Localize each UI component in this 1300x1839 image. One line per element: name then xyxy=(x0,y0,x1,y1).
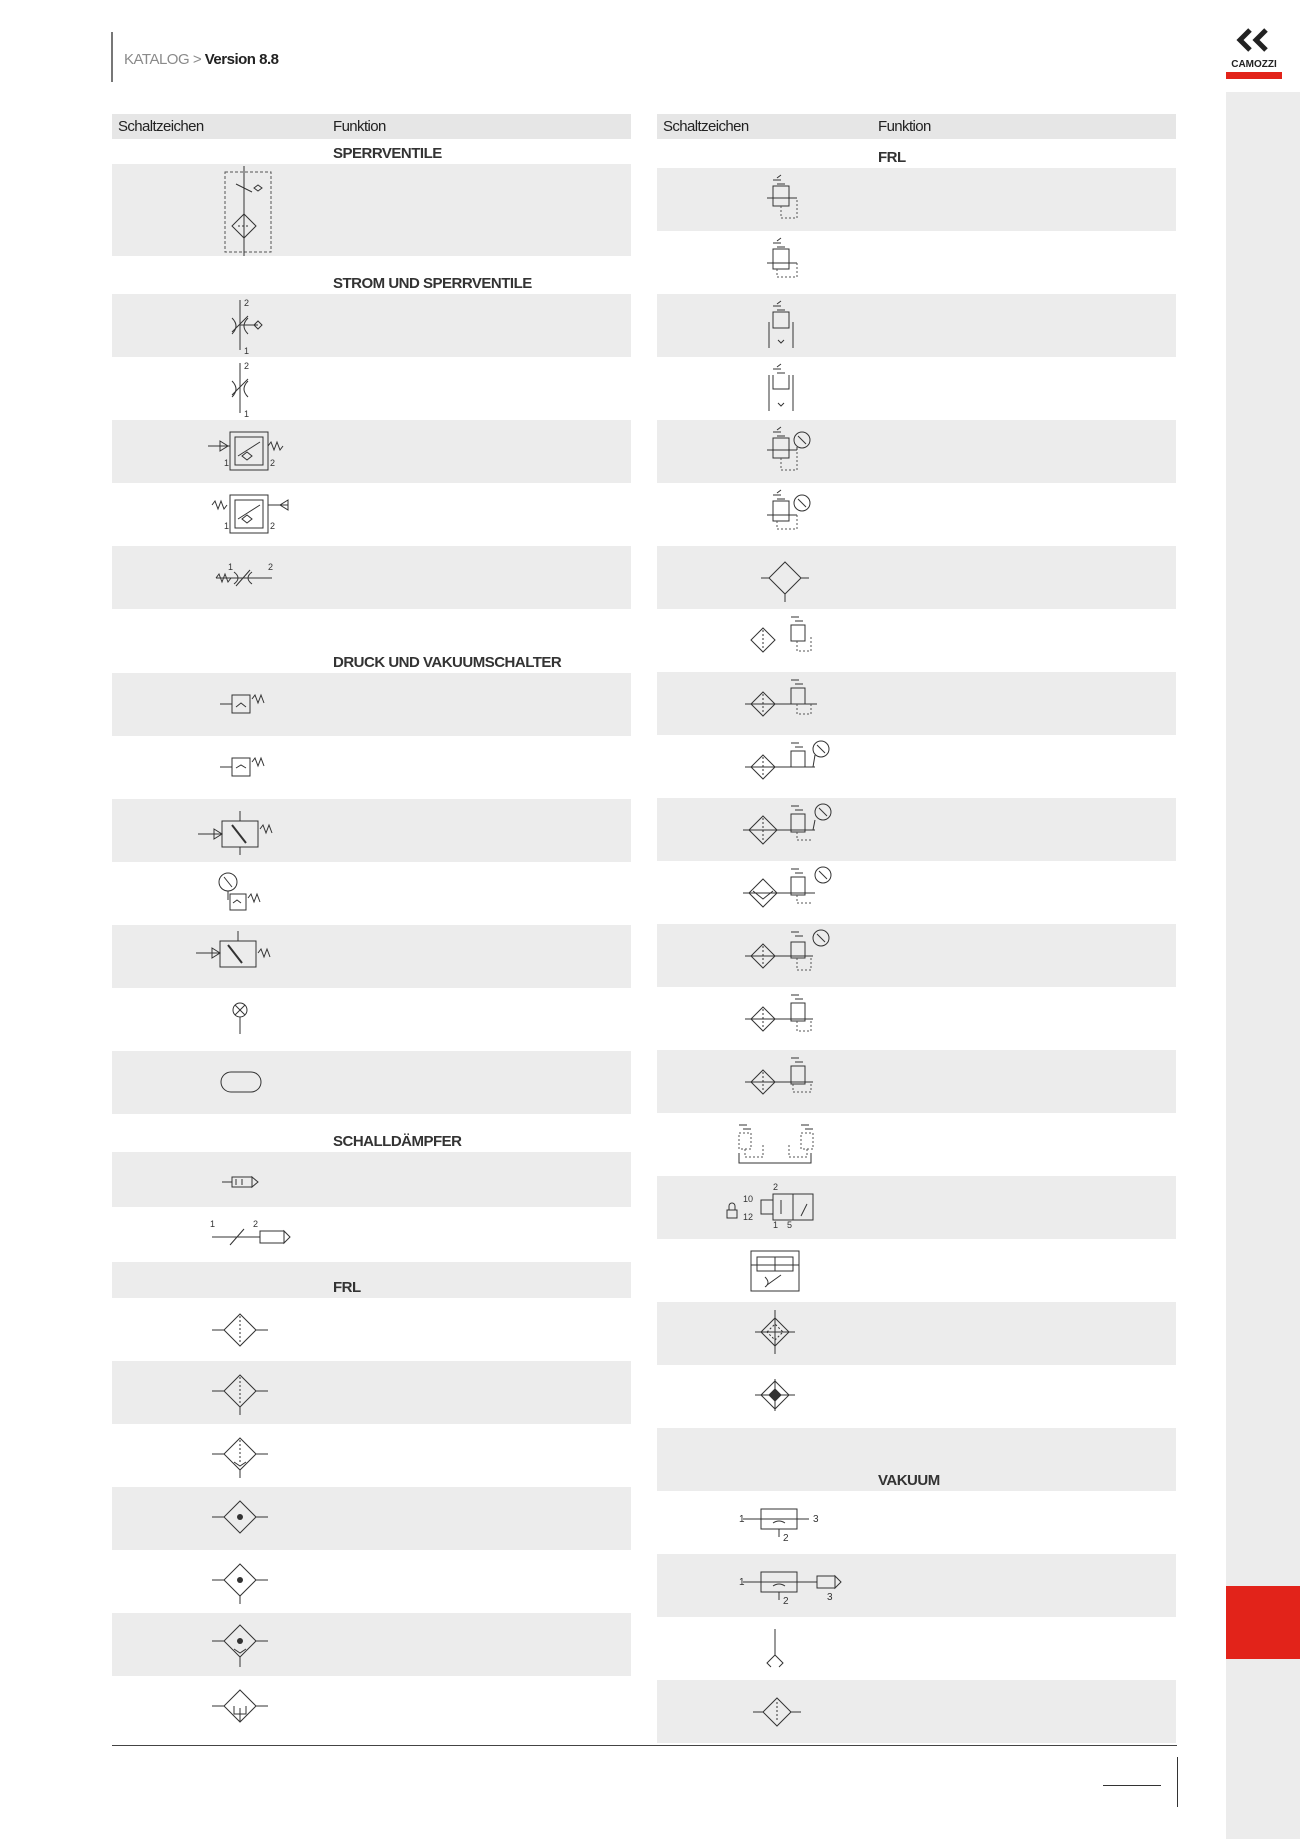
table-row xyxy=(112,925,631,988)
vacuum-generator-icon xyxy=(657,1491,917,1554)
silencer-icon xyxy=(112,1152,372,1207)
pilot-switch-spring-icon xyxy=(112,925,372,988)
svg-text:1: 1 xyxy=(739,1577,745,1588)
svg-text:1: 1 xyxy=(228,562,234,572)
filter-regulator-separate-icon xyxy=(657,609,917,672)
regulator-drain-icon xyxy=(657,294,917,357)
column-header-symbol: Schaltzeichen xyxy=(118,118,204,135)
table-row xyxy=(657,546,1176,609)
suction-cup-icon xyxy=(657,1617,917,1680)
filter-regulator-icon xyxy=(657,672,917,735)
svg-text:2: 2 xyxy=(268,562,274,572)
filter-regulator-gauge-drain-icon xyxy=(657,924,917,987)
svg-text:1: 1 xyxy=(244,346,250,356)
table-row xyxy=(657,1176,1176,1239)
indicator-lamp-icon xyxy=(112,988,372,1051)
display-unit-icon xyxy=(112,1051,372,1114)
table-row xyxy=(112,1550,631,1613)
filter-manual-drain-icon xyxy=(112,1361,372,1424)
svg-text:2: 2 xyxy=(253,1219,259,1229)
regulator-gauge-relieving-icon xyxy=(657,483,917,546)
pressure-regulator-relieving-icon xyxy=(657,231,917,294)
table-row xyxy=(657,168,1176,231)
table-row xyxy=(112,1487,631,1550)
table-row xyxy=(112,164,631,256)
table-row xyxy=(112,357,631,420)
pressure-regulator-icon xyxy=(657,168,917,231)
section-title: STROM UND SPERRVENTILE xyxy=(333,275,532,292)
soft-start-valve-icon xyxy=(657,1239,917,1302)
table-row xyxy=(657,609,1176,672)
svg-text:5: 5 xyxy=(787,1220,793,1230)
table-row xyxy=(657,924,1176,987)
footer-rule xyxy=(112,1745,1177,1746)
svg-text:2: 2 xyxy=(244,361,250,371)
table-row xyxy=(112,988,631,1051)
regulator-manual-icon xyxy=(657,357,917,420)
side-tab-marker[interactable] xyxy=(1226,1586,1300,1659)
check-valve-filter-assembly-icon xyxy=(112,164,372,256)
section-title: FRL xyxy=(112,1262,631,1298)
gauge-pressure-switch-icon xyxy=(112,862,372,925)
section-title: VAKUUM xyxy=(657,1428,1176,1491)
table-row xyxy=(657,1365,1176,1428)
column-header-function: Funktion xyxy=(333,118,386,135)
lubricator-icon xyxy=(112,1487,372,1550)
table-row xyxy=(657,294,1176,357)
table-row xyxy=(657,1491,1176,1554)
svg-text:1: 1 xyxy=(224,521,230,531)
activated-carbon-filter-icon xyxy=(657,1365,917,1428)
camozzi-mark-icon xyxy=(1236,28,1272,52)
svg-text:10: 10 xyxy=(743,1194,754,1204)
table-row xyxy=(112,294,631,357)
shut-off-valve-lockable-icon xyxy=(657,1176,917,1239)
table-row xyxy=(112,673,631,736)
svg-text:2: 2 xyxy=(783,1533,789,1544)
left-column xyxy=(112,114,631,1739)
table-row xyxy=(657,798,1176,861)
regulator-gauge-icon xyxy=(657,420,917,483)
table-row xyxy=(112,1424,631,1487)
svg-text:3: 3 xyxy=(827,1592,833,1603)
table-row xyxy=(657,231,1176,294)
table-row xyxy=(112,1613,631,1676)
table-row xyxy=(112,1051,631,1114)
throttle-silencer-icon xyxy=(112,1207,372,1262)
table-row xyxy=(112,1298,631,1361)
dual-regulator-icon xyxy=(657,1113,917,1176)
brand-logo xyxy=(1226,28,1282,79)
svg-text:2: 2 xyxy=(783,1596,789,1607)
svg-text:1: 1 xyxy=(773,1220,779,1230)
adjustable-throttle-icon xyxy=(112,357,372,420)
svg-text:1: 1 xyxy=(224,458,230,468)
table-row xyxy=(112,799,631,862)
section-title: DRUCK UND VAKUUMSCHALTER xyxy=(333,654,562,671)
filter-regulator-gauge-icon xyxy=(657,735,917,798)
table-row xyxy=(657,420,1176,483)
table-row xyxy=(657,1617,1176,1680)
table-row xyxy=(657,1302,1176,1365)
table-row xyxy=(657,1050,1176,1113)
svg-text:12: 12 xyxy=(743,1212,754,1222)
vacuum-switch-icon xyxy=(112,736,372,799)
spring-throttle-icon xyxy=(112,546,372,609)
table-row xyxy=(112,1207,631,1262)
table-row xyxy=(112,420,631,483)
table-header xyxy=(657,114,1176,139)
table-row xyxy=(657,672,1176,735)
brand-name: CAMOZZI xyxy=(1231,59,1277,70)
pilot-flow-control-valve-icon xyxy=(112,420,372,483)
table-row xyxy=(657,1680,1176,1743)
table-row xyxy=(657,861,1176,924)
water-separator-icon xyxy=(112,1676,372,1739)
svg-text:3: 3 xyxy=(813,1514,819,1525)
svg-text:2: 2 xyxy=(270,458,276,468)
page-number-mark xyxy=(1103,1785,1161,1786)
flow-control-check-valve-icon xyxy=(112,294,372,357)
svg-text:1: 1 xyxy=(739,1514,745,1525)
side-strip xyxy=(1226,92,1300,1839)
breadcrumb-separator: > xyxy=(192,51,202,68)
breadcrumb-current: Version 8.8 xyxy=(204,51,279,68)
table-row xyxy=(657,987,1176,1050)
section-title: SPERRVENTILE xyxy=(333,145,442,162)
breadcrumb xyxy=(124,51,278,68)
filter-regulator-gauge-auto-icon xyxy=(657,861,917,924)
table-row xyxy=(112,1361,631,1424)
pilot-pressure-switch-icon xyxy=(112,799,372,862)
column-header-function: Funktion xyxy=(878,118,931,135)
table-row xyxy=(657,1239,1176,1302)
camozzi-logo-icon xyxy=(1226,28,1282,57)
table-row xyxy=(657,483,1176,546)
filter-regulator-compact-relieving-icon xyxy=(657,1050,917,1113)
section-title: FRL xyxy=(878,149,906,166)
svg-text:2: 2 xyxy=(773,1182,779,1192)
table-header xyxy=(112,114,631,139)
lubricator-drain-icon xyxy=(112,1550,372,1613)
table-row xyxy=(657,735,1176,798)
lubricator-auto-drain-icon xyxy=(112,1613,372,1676)
table-row xyxy=(112,483,631,546)
table-row xyxy=(112,1152,631,1207)
vacuum-filter-icon xyxy=(657,1680,917,1743)
table-row xyxy=(112,1676,631,1739)
breadcrumb-root[interactable]: KATALOG xyxy=(124,51,190,68)
svg-text:1: 1 xyxy=(210,1219,216,1229)
filter-regulator-compact-icon xyxy=(657,987,917,1050)
filter-regulator-gauge-combo-icon xyxy=(657,798,917,861)
footer-vertical-rule xyxy=(1177,1757,1178,1807)
column-header-symbol: Schaltzeichen xyxy=(663,118,749,135)
table-row xyxy=(657,1554,1176,1617)
vacuum-generator-silencer-icon xyxy=(657,1554,917,1617)
table-row xyxy=(112,546,631,609)
right-column xyxy=(657,114,1176,1743)
filter-auto-drain-icon xyxy=(112,1424,372,1487)
table-row xyxy=(657,357,1176,420)
section-title: SCHALLDÄMPFER xyxy=(333,1133,462,1150)
table-row xyxy=(657,1113,1176,1176)
table-row xyxy=(112,736,631,799)
pilot-flow-control-valve-reversed-icon xyxy=(112,483,372,546)
svg-text:2: 2 xyxy=(270,521,276,531)
oil-removal-filter-icon xyxy=(657,1302,917,1365)
pressure-switch-icon xyxy=(112,673,372,736)
filter-icon xyxy=(112,1298,372,1361)
svg-text:1: 1 xyxy=(244,409,250,419)
svg-text:2: 2 xyxy=(244,298,250,308)
header-rule xyxy=(111,32,113,82)
brand-bar xyxy=(1226,72,1282,79)
table-row xyxy=(112,862,631,925)
filter-simple-icon xyxy=(657,546,917,609)
